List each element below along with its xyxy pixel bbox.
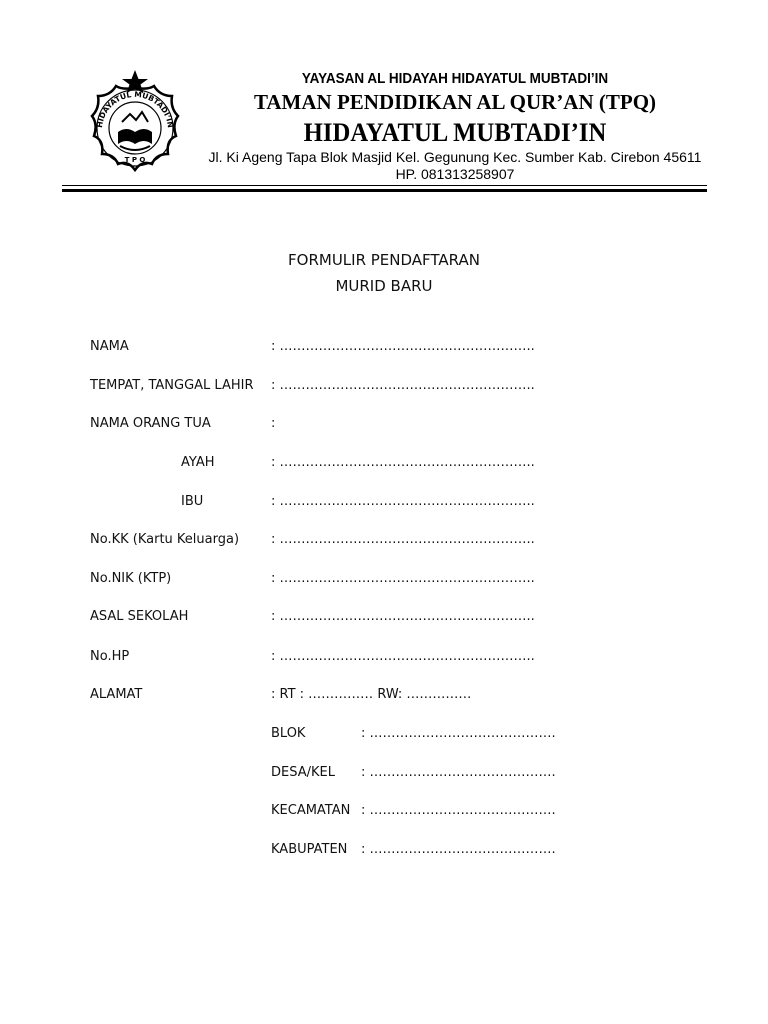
- field-label-alamat: ALAMAT: [90, 687, 143, 702]
- tpq-emblem-icon: [80, 66, 190, 188]
- field-label-nama: NAMA: [90, 339, 129, 354]
- form-subtitle: MURID BARU: [335, 277, 433, 295]
- field-label-nama-orang-tua: NAMA ORANG TUA: [90, 416, 211, 431]
- field-label-no-hp: No.HP: [90, 649, 130, 664]
- field-value-nama-orang-tua: :: [271, 416, 276, 431]
- field-value-no-nik[interactable]: : …………………………………………………..: [271, 571, 535, 586]
- field-label-no-kk: No.KK (Kartu Keluarga): [90, 532, 240, 547]
- field-label-asal-sekolah: ASAL SEKOLAH: [90, 609, 189, 624]
- field-value-no-kk[interactable]: : …………………………………………………..: [271, 532, 535, 547]
- field-value-ibu[interactable]: : …………………………………………………..: [271, 494, 535, 509]
- address-label-kecamatan: KECAMATAN: [271, 803, 351, 818]
- field-label-tempat-tanggal-lahir: TEMPAT, TANGGAL LAHIR: [90, 378, 254, 393]
- header-divider-thin: [62, 185, 707, 186]
- foundation-name: YAYASAN AL HIDAYAH HIDAYATUL MUBTADI’IN: [301, 70, 609, 87]
- address-label-kabupaten: KABUPATEN: [271, 842, 348, 857]
- field-value-nama[interactable]: : …………………………………………………..: [271, 339, 535, 354]
- address-value-kabupaten[interactable]: : …………………………………….: [361, 842, 556, 857]
- field-value-no-hp[interactable]: : …………………………………………………..: [271, 649, 535, 664]
- school-address: Jl. Ki Ageng Tapa Blok Masjid Kel. Gegunung Kec. Sumber Kab. Cirebon 45611: [208, 149, 702, 165]
- field-label-ibu: IBU: [181, 494, 204, 509]
- field-value-tempat-tanggal-lahir[interactable]: : …………………………………………………..: [271, 378, 535, 393]
- address-value-kecamatan[interactable]: : …………………………………….: [361, 803, 556, 818]
- field-label-no-nik: No.NIK (KTP): [90, 571, 172, 586]
- address-value-blok[interactable]: : …………………………………….: [361, 726, 556, 741]
- address-label-blok: BLOK: [271, 726, 306, 741]
- field-value-ayah[interactable]: : …………………………………………………..: [271, 455, 535, 470]
- school-type: TAMAN PENDIDIKAN AL QUR’AN (TPQ): [253, 90, 657, 114]
- emblem-arc-text: HIDAYATUL MUBTADI’IN: [94, 89, 176, 129]
- form-title: FORMULIR PENDAFTARAN: [288, 251, 480, 269]
- header-divider-thick: [62, 189, 707, 192]
- school-name: HIDAYATUL MUBTADI’IN: [303, 118, 607, 147]
- field-label-ayah: AYAH: [181, 455, 215, 470]
- field-value-alamat-rt-rw[interactable]: : RT : …………… RW: ……………: [271, 687, 472, 702]
- address-label-desa-kel: DESA/KEL: [271, 765, 335, 780]
- field-value-asal-sekolah[interactable]: : …………………………………………………..: [271, 609, 535, 624]
- emblem-bottom-text: T P Q: [124, 156, 146, 164]
- school-phone: HP. 081313258907: [395, 166, 515, 182]
- address-value-desa-kel[interactable]: : …………………………………….: [361, 765, 556, 780]
